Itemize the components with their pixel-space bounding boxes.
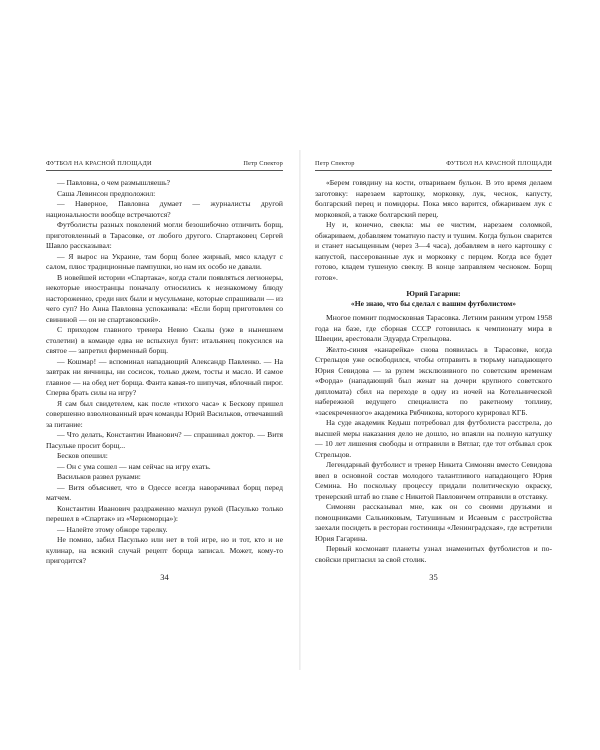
header-rule: [315, 170, 552, 171]
left-page: [46, 160, 283, 567]
running-head-author: Петр Спектор: [243, 160, 283, 167]
paragraph: На суде академик Кедыш потребовал для футболиста расстрела, до высшей меры наказания дело не дошло, но впаяли на полную катушку — 10 лет лишения свободы и отправили в Вятлаг, где тот отбывал срок Стрельцов.: [315, 418, 552, 459]
paragraph: Константин Иванович раздраженно махнул рукой (Пасулько только перешел в «Спартак» из «Черноморца»):: [46, 503, 283, 523]
left-page-body: [46, 178, 283, 567]
paragraph: Не помню, забил Пасулько или нет в той игре, но и тот, кто и не кулинар, на всякий случай рецепт борща записал. Может, кому-то пригодится?: [46, 535, 283, 565]
section-heading-line: «Не знаю, что бы сделал с вашим футболистом»: [350, 298, 517, 308]
page-number-left: 34: [160, 572, 169, 582]
paragraph: В новейшей истории «Спартака», когда стали появляться легионеры, некоторые иностранцы поначалу относились к незнакомому блюду настороженно, среди них были и мусульмане, которые спрашивали — из чего суп? Но Анна Павловна успокаивала: «Если борщ приготовлен со свининой — он не спартаковский».: [46, 272, 283, 324]
paragraph: Симонян рассказывал мне, как он со своими друзьями и помощниками Сальниковым, Татушиным и Исаевым с расстройства заехали посидеть в ресторан гостиницы «Ленинградская», где встретили Юрия Гагарина.: [315, 502, 552, 543]
paragraph: «Берем говядину на кости, отвариваем бульон. В это время делаем заготовку: нарезаем картошку, морковку, лук, чеснок, капусту, болгарский перец и помидоры. Пока мясо варится, обжариваем лук с морковкой, а также болгарский перец.: [315, 178, 552, 219]
paragraph: — Что делать, Константин Иванович? — спрашивал доктор. — Витя Пасульке просит борщ...: [46, 430, 283, 450]
paragraph: — Наверное, Павловна думает — журналисты другой национальности вообще встречаются?: [46, 199, 283, 219]
paragraph: Васильков развел руками:: [57, 472, 141, 481]
paragraph: Я сам был свидетелем, как после «тихого часа» к Бескову пришел совершенно взволнованный врач команды Юрий Васильков, отвечавший за питание:: [46, 398, 283, 429]
paragraph: Многое помнит подмосковная Тарасовка. Летним ранним утром 1958 года на базе, где сборная СССР готовилась к чемпионату мира в Швеции, арестовали Эдуарда Стрельцова.: [315, 313, 552, 343]
running-head-title: ФУТБОЛ НА КРАСНОЙ ПЛОЩАДИ: [46, 160, 152, 167]
paragraph: Бесков опешил:: [57, 451, 108, 460]
running-head: [46, 160, 283, 168]
right-page: [315, 160, 552, 565]
running-head: [315, 160, 552, 168]
paragraph: Легендарный футболист и тренер Никита Симонян вместо Севидова ввел в основной состав молодого талантливого нападающего Юрия Семина. Но поскольку процессу придали политическую окраску, тренерский штаб во главе с Никитой Павловичем отправили в отставку.: [315, 460, 552, 501]
running-head-title: ФУТБОЛ НА КРАСНОЙ ПЛОЩАДИ: [446, 160, 552, 167]
header-rule: [46, 170, 283, 171]
page-number-right: 35: [429, 572, 438, 582]
paragraph: — Павловна, о чем размышляешь?: [57, 178, 170, 187]
section-heading: [315, 289, 552, 308]
paragraph: Первый космонавт планеты узнал знаменитых футболистов и по-свойски пригласил за свой столик.: [315, 544, 552, 564]
right-page-body-top: [315, 178, 552, 283]
running-head-author: Петр Спектор: [315, 160, 355, 167]
gutter-shadow: [299, 150, 301, 670]
paragraph: Желто-синяя «канарейка» снова появилась в Тарасовке, когда Стрельцов уже освободился, чтобы отправить в тюрьму нападающего Юрия Севидова — за рулем эксклюзивного по советским временам «Форда» (нападающий был женат на дочери крупного советского дипломата) сбил на переходе в одну из ночей на Котельнической набережной ведущего специалиста по ракетному топливу, «засекреченного» академика Рябчикова, которого курировал КГБ.: [315, 344, 552, 417]
paragraph: — Витя объясняет, что в Одессе всегда наворачивал борщ перед матчем.: [46, 482, 283, 502]
section-heading-line: Юрий Гагарин:: [406, 289, 461, 298]
paragraph: С приходом главного тренера Невио Скалы (уже в нынешнем столетии) в команде едва не вспыхнул бунт: итальянец покусился на святое — запретил фирменный борщ.: [46, 325, 283, 355]
paragraph: — Налейте этому обжоре тарелку.: [57, 524, 168, 534]
paragraph: Футболисты разных поколений могли безошибочно отличить борщ, приготовленный в Тарасовке, от любого другого. Спартаковец Сергей Шавло рассказывал:: [46, 220, 283, 250]
paragraph: — Я вырос на Украине, там борщ более жирный, мясо кладут с салом, плюс традиционные пампушки, но нам их особо не давали.: [46, 251, 283, 271]
paragraph: — Он с ума сошел — нам сейчас на игру ехать.: [57, 461, 211, 471]
paragraph: — Кошмар! — вспоминал нападающий Александр Павленко. — На завтрак ни яичницы, ни сосисок, только джем, тосты и масло. И самое главное — на обед нет борща. Фанта кавая-то шипучая, яблочный пирог. Сперва брать силы на игру?: [46, 356, 283, 397]
paragraph: Ну и, конечно, свекла: мы ее чистим, нарезаем соломкой, обжариваем, добавляем томатную пасту и тушим. Когда бульон сварится и станет насыщенным (через 3—4 часа), добавляем в него картошку с капустой, пассерованные лук и морковку с перцем. Когда все будет готово, кладем тушеную свеклу. В конце заправляем чесноком. Борщ готов».: [315, 220, 552, 282]
right-page-body-bottom: [315, 313, 552, 565]
paragraph: Саша Левинсон предположил:: [57, 188, 156, 198]
